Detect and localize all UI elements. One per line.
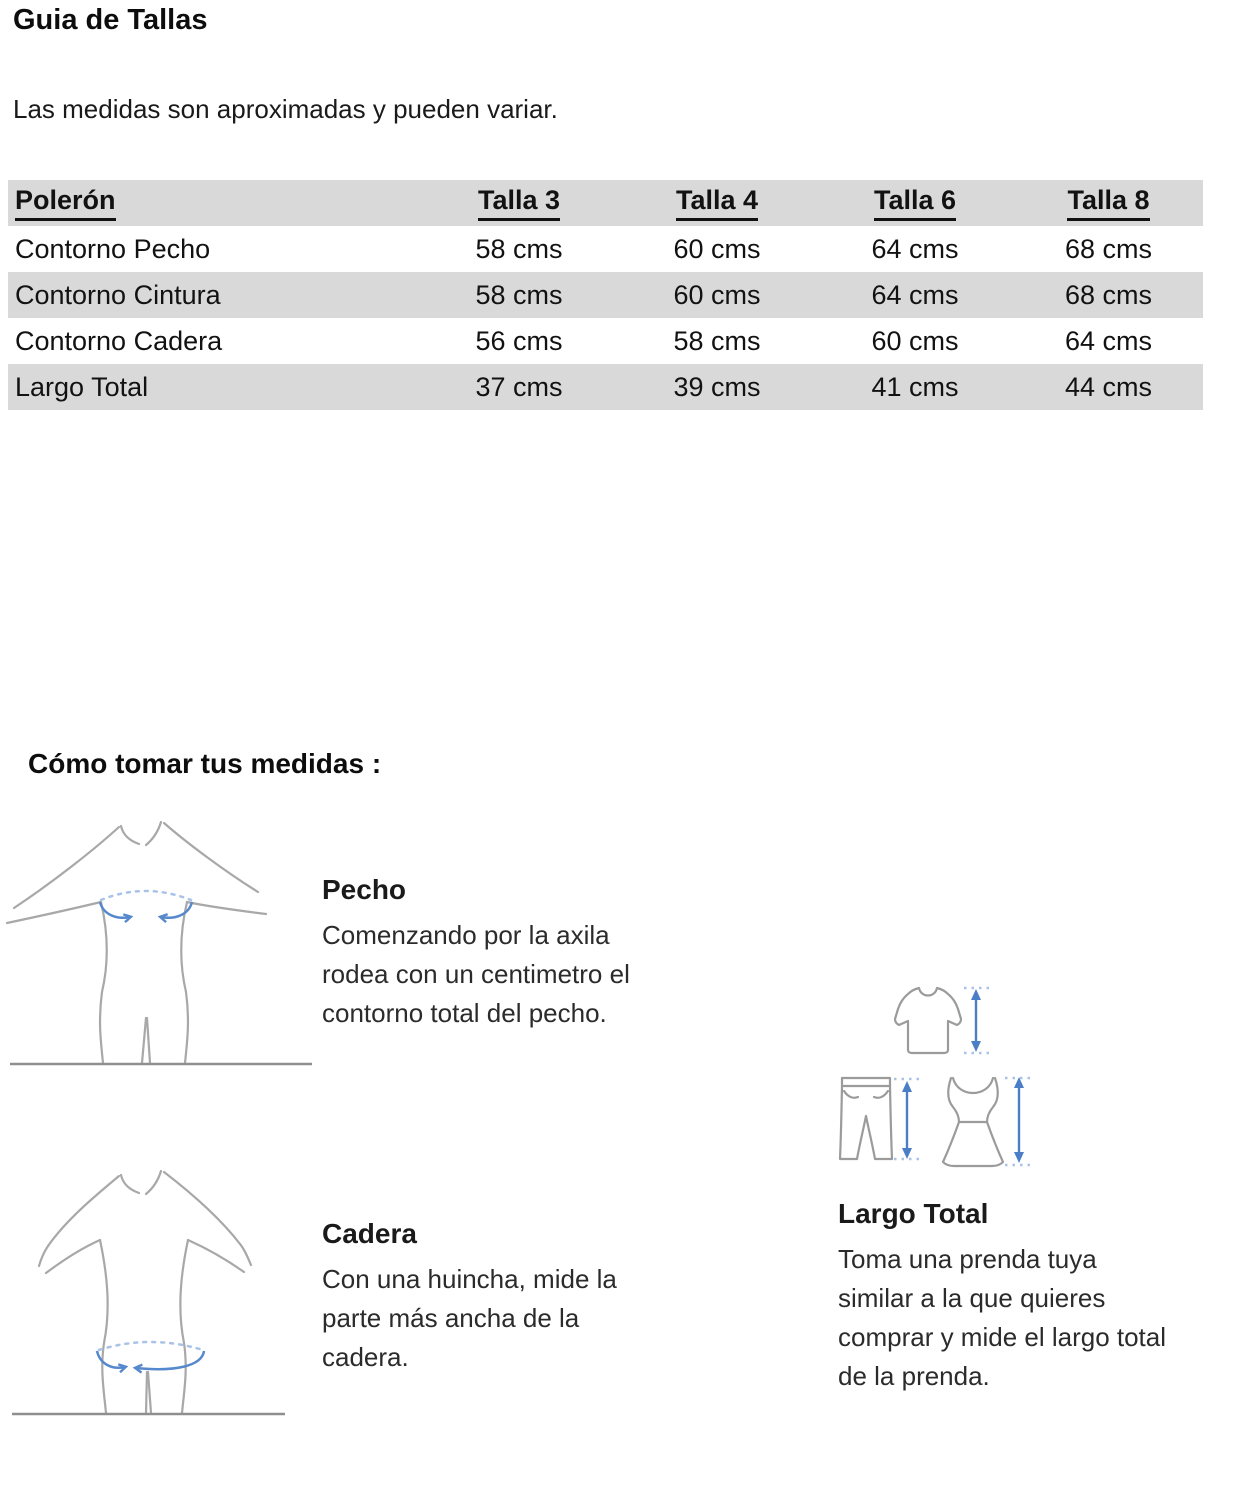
body-outline: [7, 822, 266, 1063]
largo-total-title: Largo Total: [838, 1198, 989, 1229]
row-label: Largo Total: [15, 371, 149, 402]
disclaimer-text: Las medidas son aproximadas y pueden variar.: [13, 94, 558, 124]
back-body-figure: [0, 1158, 320, 1423]
table-row: [8, 226, 1203, 272]
cell-value: 64 cms: [871, 233, 959, 264]
cadera-section: [322, 1218, 662, 1377]
pecho-title: Pecho: [322, 874, 407, 905]
size-table-header-row: [8, 180, 1203, 226]
cell-value: 58 cms: [475, 279, 563, 310]
dress-length-arrow: [1014, 1077, 1024, 1163]
page-title: Guia de Tallas: [13, 4, 208, 36]
column-header-product: Polerón: [8, 180, 420, 226]
cell-value: 64 cms: [871, 279, 959, 310]
hip-arrow-left: [97, 1351, 125, 1368]
hip-arrow-right: [136, 1351, 204, 1369]
row-label: Contorno Pecho: [15, 233, 211, 264]
cadera-text: Con una huincha, mide la parte más ancha de la cadera.: [322, 1264, 617, 1372]
cell-value: 58 cms: [673, 325, 761, 356]
cell-value: 41 cms: [871, 371, 959, 402]
row-label: Contorno Cadera: [15, 325, 223, 356]
hip-measure-arrows: [97, 1342, 204, 1369]
cell-value: 56 cms: [475, 325, 563, 356]
column-header-talla-6: Talla 6: [816, 180, 1014, 226]
front-body-figure: [0, 810, 320, 1075]
garment-icons: [830, 973, 1046, 1173]
chest-measure-arrows: [100, 891, 192, 918]
cell-value: 58 cms: [475, 233, 563, 264]
cell-value: 64 cms: [1064, 325, 1153, 356]
size-table: [8, 180, 1203, 410]
dress-icon: [943, 1078, 1003, 1166]
cell-value: 60 cms: [673, 279, 761, 310]
table-row: [8, 364, 1203, 410]
largo-total-text: Toma una prenda tuya similar a la que quieres comprar y mide el largo total de la prenda.: [838, 1244, 1167, 1391]
cell-value: 68 cms: [1064, 279, 1153, 310]
table-row: [8, 272, 1203, 318]
cadera-title: Cadera: [322, 1218, 417, 1249]
cell-value: 39 cms: [673, 371, 761, 402]
length-arrows: [902, 989, 1024, 1163]
pants-length-arrow: [902, 1081, 912, 1159]
table-row: [8, 318, 1203, 364]
chest-dashed-arc: [101, 891, 191, 900]
pants-icon: [840, 1078, 892, 1159]
dotted-guides: [894, 988, 1035, 1165]
cell-value: 60 cms: [673, 233, 761, 264]
column-header-talla-8: Talla 8: [1014, 180, 1203, 226]
largo-total-section: [838, 1198, 1218, 1396]
tshirt-icon: [895, 988, 961, 1053]
tshirt-length-arrow: [971, 989, 981, 1052]
cell-value: 68 cms: [1064, 233, 1153, 264]
column-header-talla-3: Talla 3: [420, 180, 618, 226]
hip-dashed-arc: [99, 1342, 203, 1350]
column-header-talla-4: Talla 4: [618, 180, 816, 226]
cell-value: 44 cms: [1064, 371, 1153, 402]
cell-value: 60 cms: [871, 325, 959, 356]
how-to-heading: Cómo tomar tus medidas :: [28, 748, 382, 779]
body-outline: [39, 1171, 251, 1413]
cell-value: 37 cms: [475, 371, 563, 402]
pecho-text: Comenzando por la axila rodea con un centimetro el contorno total del pecho.: [322, 920, 630, 1028]
row-label: Contorno Cintura: [15, 279, 221, 310]
pecho-section: [322, 874, 662, 1033]
